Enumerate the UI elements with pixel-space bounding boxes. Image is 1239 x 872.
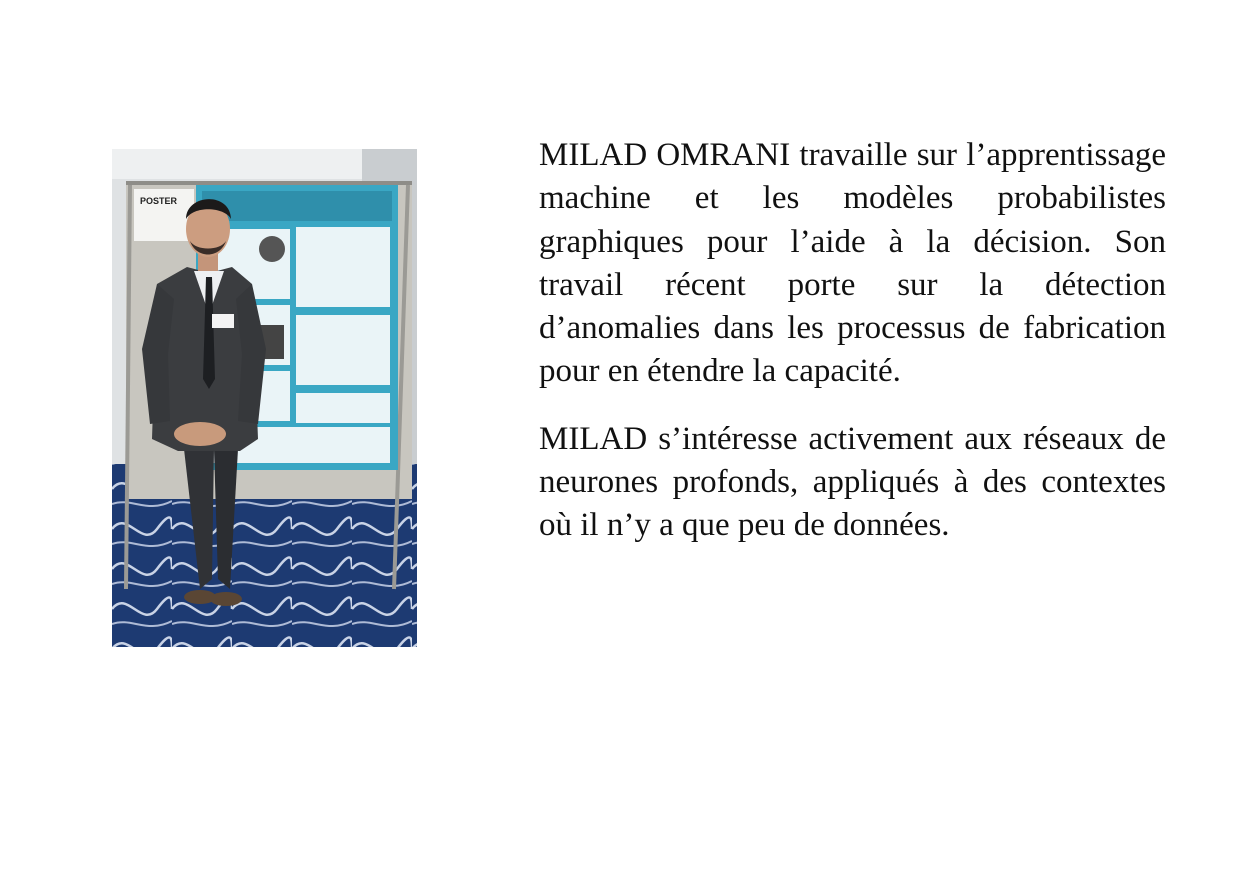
portrait-photo	[112, 149, 417, 647]
poster-label: POSTER	[140, 196, 178, 206]
biography-paragraph-1: MILAD OMRANI travaille sur l’apprentissage machine et les modèles probabilistes graphiques pour l’aide à la décision. Son travail récent porte sur la détection d’anomalies dans les processus de fabrication pour en étendre la capacité.	[539, 137, 1166, 390]
person-at-poster-photo-icon	[112, 149, 417, 647]
biography-paragraph-2: MILAD s’intéresse activement aux réseaux de neurones profonds, appliqués à des contextes où il n’y a que peu de données.	[539, 420, 1166, 544]
biography-text	[539, 134, 1166, 548]
